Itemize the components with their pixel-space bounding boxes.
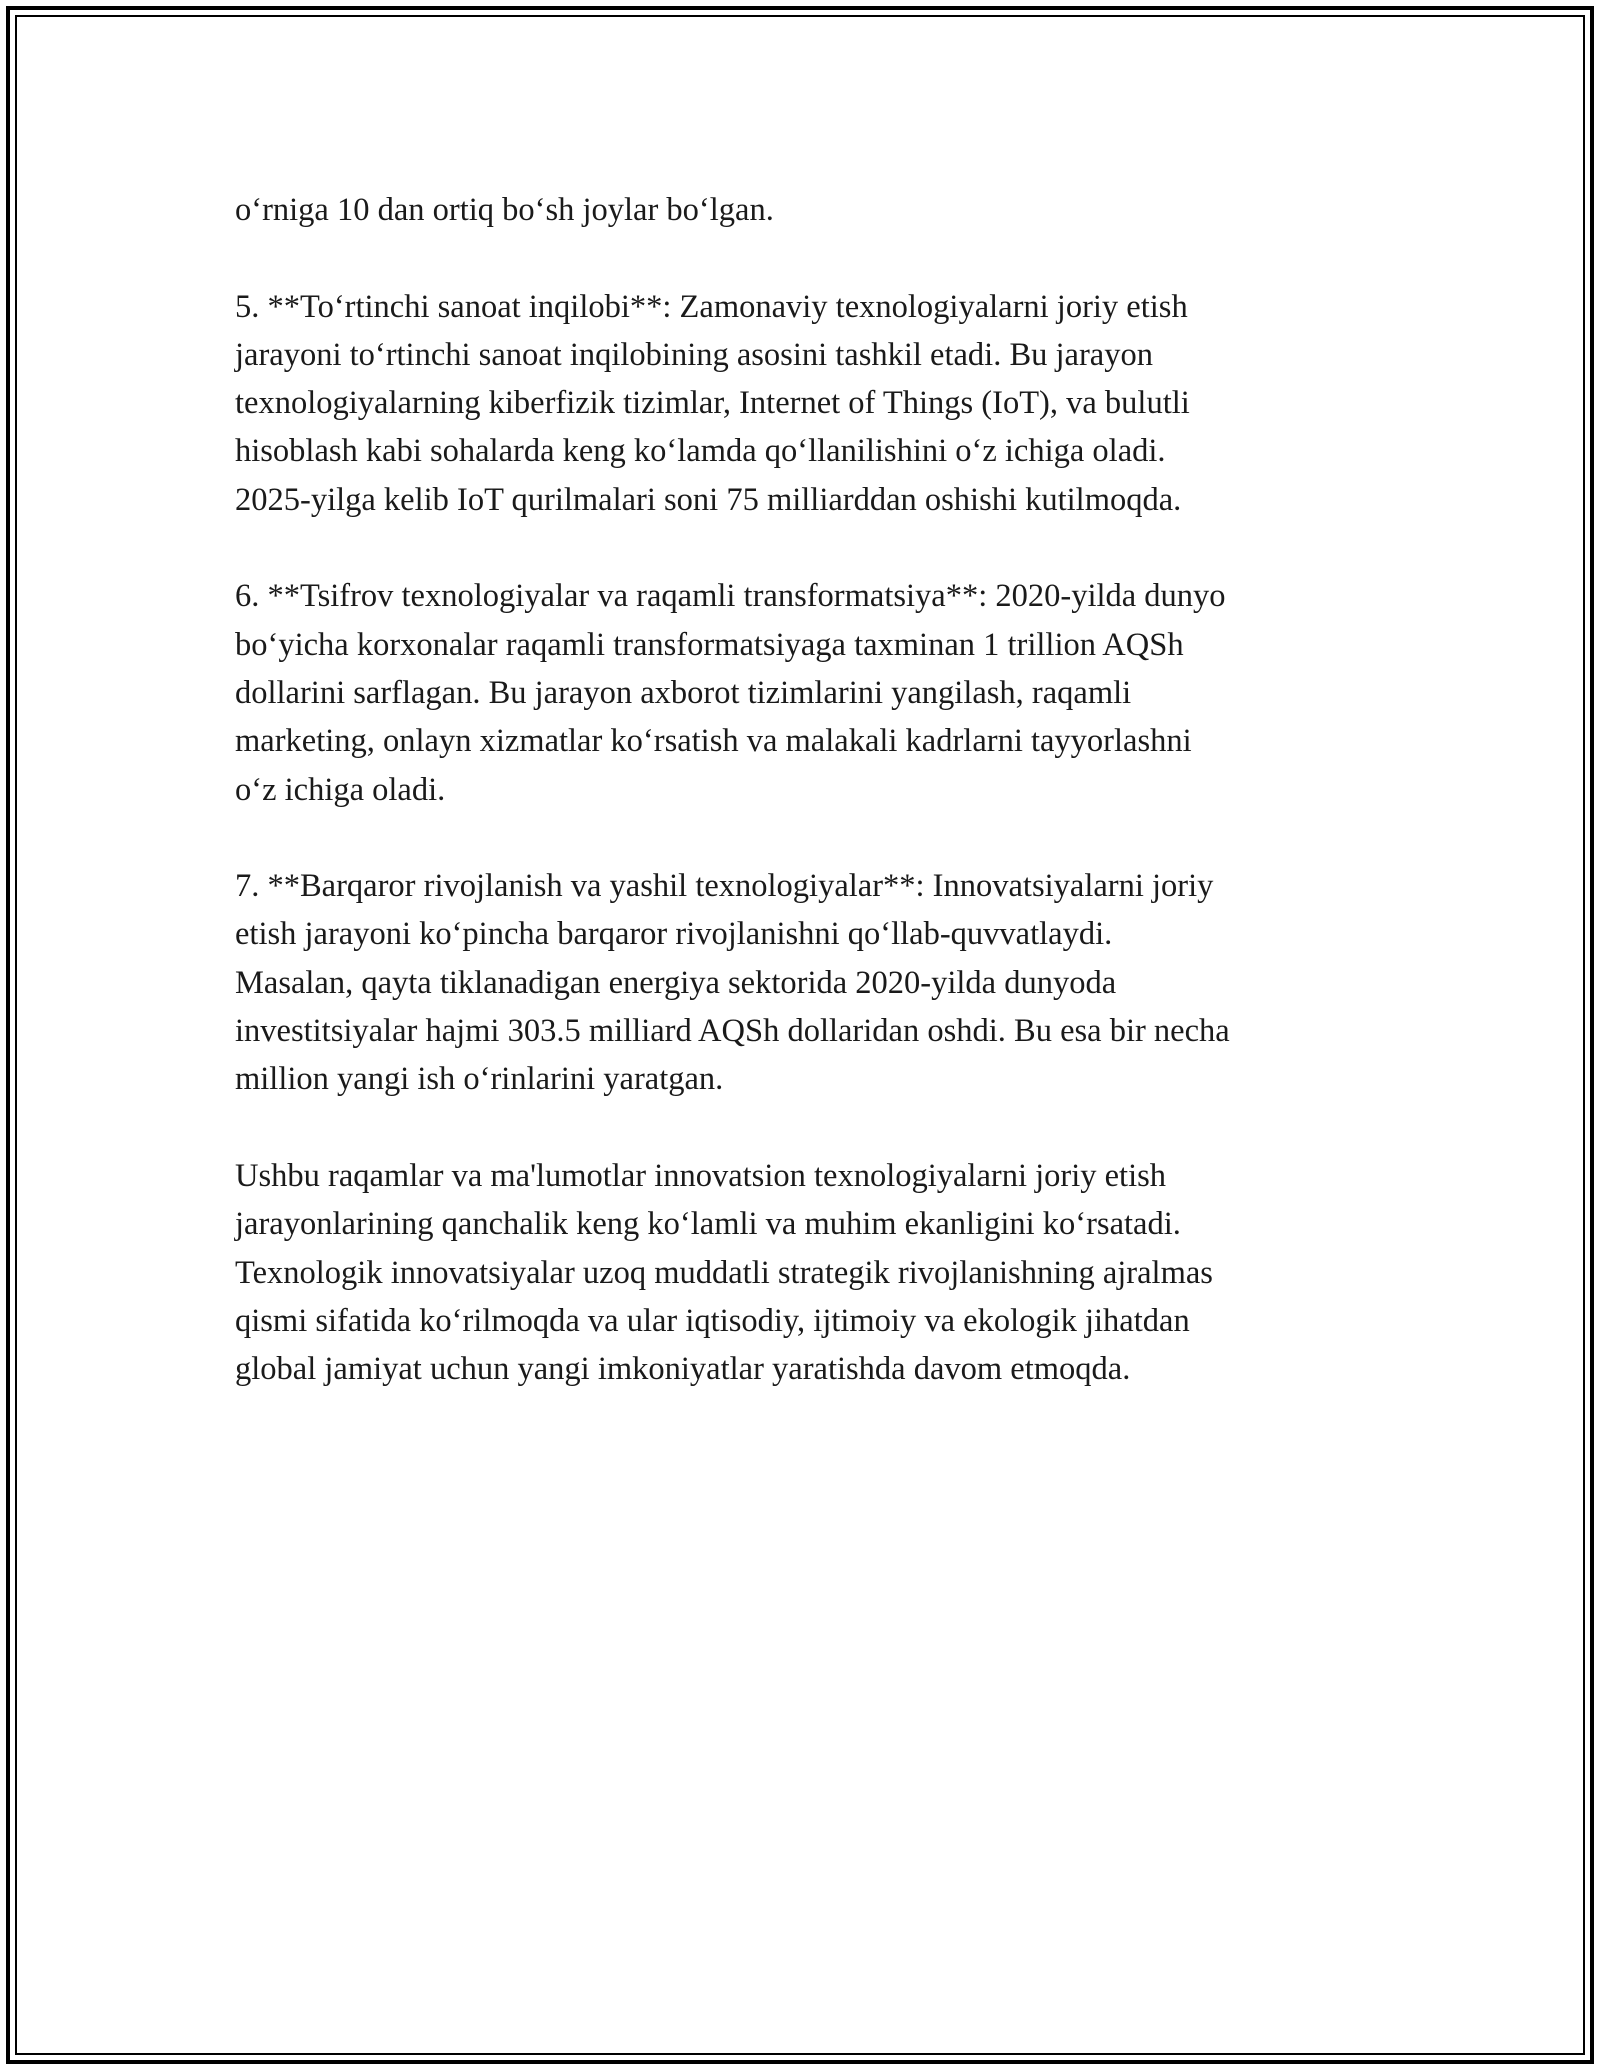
text-line: dollarini sarflagan. Bu jarayon axborot tizimlarini yangilash, raqamli	[235, 674, 1132, 711]
paragraph-item-7	[235, 862, 1365, 1103]
text-line: Texnologik innovatsiyalar uzoq muddatli strategik rivojlanishning ajralmas	[235, 1254, 1213, 1291]
text-line: 6. **Tsifrov texnologiyalar va raqamli transformatsiya**: 2020-yilda dunyo	[235, 578, 1226, 615]
text-line: bo‘yicha korxonalar raqamli transformatsiyaga taxminan 1 trillion AQSh	[235, 626, 1184, 663]
text-line: global jamiyat uchun yangi imkoniyatlar yaratishda davom etmoqda.	[235, 1351, 1131, 1388]
text-line: jarayonlarining qanchalik keng ko‘lamli va muhim ekanligini ko‘rsatadi.	[235, 1206, 1181, 1243]
text-line: hisoblash kabi sohalarda keng ko‘lamda qo‘llanilishini o‘z ichiga oladi.	[235, 433, 1166, 470]
document-body	[235, 186, 1365, 1442]
text-line: 2025-yilga kelib IoT qurilmalari soni 75 milliarddan oshishi kutilmoqda.	[235, 481, 1182, 518]
text-line: 5. **To‘rtinchi sanoat inqilobi**: Zamonaviy texnologiyalarni joriy etish	[235, 288, 1188, 325]
text-line: Ushbu raqamlar va ma'lumotlar innovatsion texnologiyalarni joriy etish	[235, 1157, 1166, 1194]
text-line: Masalan, qayta tiklanadigan energiya sektorida 2020-yilda dunyoda	[235, 964, 1117, 1001]
text-line: etish jarayoni ko‘pincha barqaror rivojlanishni qo‘llab-quvvatlaydi.	[235, 916, 1113, 953]
paragraph-item-5	[235, 283, 1365, 524]
paragraph-item-6	[235, 572, 1365, 813]
text-line: qismi sifatida ko‘rilmoqda va ular iqtisodiy, ijtimoiy va ekologik jihatdan	[235, 1302, 1190, 1339]
text-line: investitsiyalar hajmi 303.5 milliard AQSh dollaridan oshdi. Bu esa bir necha	[235, 1013, 1230, 1050]
text-line: marketing, onlayn xizmatlar ko‘rsatish va malakali kadrlarni tayyorlashni	[235, 723, 1192, 760]
paragraph-continuation	[235, 186, 1365, 234]
text-line: o‘rniga 10 dan ortiq bo‘sh joylar bo‘lgan.	[235, 192, 774, 228]
text-line: million yangi ish o‘rinlarini yaratgan.	[235, 1061, 724, 1098]
text-line: o‘z ichiga oladi.	[235, 771, 446, 808]
text-line: 7. **Barqaror rivojlanish va yashil texnologiyalar**: Innovatsiyalarni joriy	[235, 868, 1214, 905]
paragraph-conclusion	[235, 1152, 1365, 1393]
text-line: texnologiyalarning kiberfizik tizimlar, Internet of Things (IoT), va bulutli	[235, 385, 1190, 422]
text-line: jarayoni to‘rtinchi sanoat inqilobining asosini tashkil etadi. Bu jarayon	[235, 336, 1153, 373]
